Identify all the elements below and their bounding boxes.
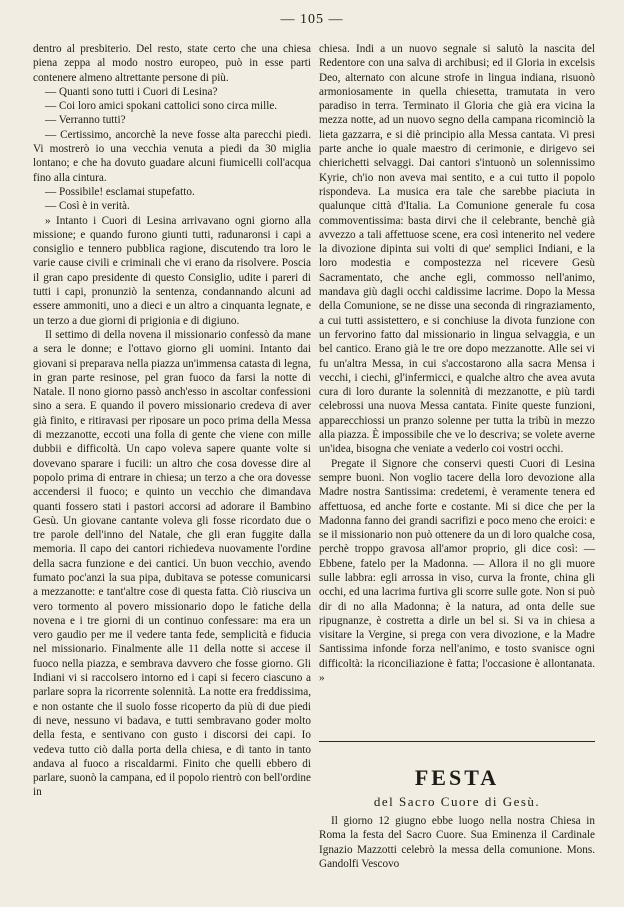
paragraph: » Intanto i Cuori di Lesina arrivavano ogni giorno alla missione; e quando furono giunti tutti, radunaronsi i capi a consiglio e tennero pubblica ragione, discutendo tra loro le varie cause civili e criminali che vi erano da risolvere. Poscia il gran capo presidente di questo Consiglio, udite i pareri di tutti i capi, pronunziò la sentenza, condannando alcuni ad essere ammoniti, uno a dieci e un altro a cinquanta legnate, e un terzo a due giorni di prigionia e di digiuno.	[33, 214, 311, 327]
dialogue-line: — Quanti sono tutti i Cuori di Lesina?	[45, 85, 218, 98]
section-title: FESTA	[414, 765, 500, 790]
dialogue-line: — Coi loro amici spokani cattolici sono circa mille.	[45, 100, 278, 113]
section-divider	[319, 741, 595, 742]
dialogue-line: — Certissimo, ancorchè la neve fosse alta parecchi piedi. Vi mostrerò io una vecchia venuta a piedi da 30 miglia lontano; e che ha dovuto guadare alcuni fiumicelli coll'acqua fino alla cintura.	[33, 128, 311, 184]
section-subtitle: del Sacro Cuore di Gesù.	[373, 794, 541, 809]
paragraph: Pregate il Signore che conservi questi Cuori di Lesina sempre buoni. Non voglio tacere della loro devozione alla Madre nostra Santissima: credetemi, è veramente tenera ed affettuosa, ed anche forte e costante. Mi si dice che per la Madonna fanno dei grandi sacrifizi e poco meno che eroici: e se il missionario non può ottenere da un di loro qualche cosa, perchè troppo gravosa all'amor proprio, gli dice così: — Ebbene, fatelo per la Madonna. — Allora il no gli muore sulle labbra: egli arrossa in viso, curva la fronte, china gli occhi, ed una lacrima furtiva gli scorre sulle gote. Non si può dir di no alla Madonna; è la natura, ad onta delle sue ripugnanze, è costretta a dirle un bel si. Si va in chiesa a visitare la Vergine, si prega con vera divozione, e la Madre Santissima infonde forza nell'animo, e tosto svanisce ogni difficoltà: la riconciliazione è fatta; l'occasione è allontanata. »	[319, 457, 595, 685]
dialogue-line: — Verranno tutti?	[45, 114, 126, 127]
dialogue-line: — Così è in verità.	[45, 200, 130, 213]
right-column	[319, 42, 595, 685]
left-column	[33, 42, 311, 800]
paragraph: dentro al presbiterio. Del resto, state certo che una chiesa piena zeppa al modo nostro europeo, può in esse parti contenere almeno altrettante persone di più.	[33, 43, 311, 84]
dialogue-line: — Possibile! esclamai stupefatto.	[45, 185, 195, 198]
festa-body	[319, 814, 595, 871]
page-number: — 105 —	[280, 12, 344, 27]
paragraph: Il settimo di della novena il missionario confessò da mane a sera le donne; e l'ottavo giorno gli uomini. Intanto dai giovani si preparava nella piazza un'immensa catasta di legna, in gran parte resinose, pel gran fuoco da farsi la notte di Natale. Il nono giorno passò anch'esso in ascoltar confessioni sino a sera. E quando il povero missionario credeva di aver già finito, e ritiravasi per riposare un poco prima della Messa di mezzanotte, eccoti una folla di gente che viene con mille dubbii e difficoltà. Un capo voleva sapere quante volte si dovevano sparare i fucili: un altro che cosa dovesse dire al popolo prima di entrare in chiesa; un terzo a che ora dovesse accendersi il fuoco; e quinto un vecchio che dimandava quanti fossero stati i pastori accorsi ad adorare il Bambino Gesù. Un giovane cantante voleva gli fosse ricordato due o tre parole dell'inno del Natale, che gli eran fuggite dalla memoria. Il capo dei cantori richiedeva nuovamente l'ordine della sacra funzione e dei cantici. Un buon vecchio, avendo fumato poc'anzi la sua pipa, dubitava se potesse comunicarsi a mezzanotte: e tant'altre cose di questa fatta. Ciò riusciva un vero tormento al povero missionario dopo le fatiche della novena e i tre giorni di un continuo confessare: ma era un vero gaudio per me il vedere tanta fede, semplicità e fiducia nel missionario. Finalmente alle 11 della notte si accese il fuoco nella piazza, e sembrava davvero che fosse giorno. Gli Indiani vi si raccolsero intorno ed i capi si fecero ciascuno a parlare sopra la ricorrente solennità. La notte era freddissima, e non ostante che il suolo fosse ricoperto da più di due piedi di neve, nessuno vi badava, e tutti sembravano goder molto della festa, e sentivano con gusto i discorsi dei capi. Io vedeva tutto ciò dalla porta della chiesa, e di tanto in tanto andava al fuoco a riscaldarmi. Finito che quelli ebbero di parlare, suonò la campana, ed il popolo rientrò con bell'ordine in	[33, 328, 311, 799]
paragraph: chiesa. Indi a un nuovo segnale si salutò la nascita del Redentore con una salva di archibusi; ed il Gloria in excelsis Deo, alternato con alcune strofe in lingua indiana, risuonò armoniosamente in quella chiesetta, tramutata in vero paradiso in terra. Terminato il Gloria che già era vicina la mezza notte, ad un nuovo segno della campana ricominciò la lieta gazzarra, e si diè principio alla Messa cantata. Vi presi parte anche io quale maestro di cerimonie, e dirigevo sei chierichetti selvaggi. Dai cantori s'intuonò un solennissimo Kyrie, ch'io non aveva mai sentito, e a cui tutto il popolo rispondeva. La musica era tale che sarebbe piaciuta in qualunque città d'Italia. La Comunione generale fu cosa commoventissima: basta dirvi che il celebrante, benchè già avvezzo a tali affettuose scene, era così intenerito nel vedere la divozione dipinta sui volti di que' semplici Indiani, e la loro modestia e compostezza nel ricevere Gesù Sacramentato, che anche egli, commosso nell'animo, mandava giù dagli occhi caldissime lacrime. Dopo la Messa della Comunione, se ne disse una seconda di ringraziamento, a cui tutti assistettero, e si conchiuse la divota funzione con un fervorino fatto dal missionario in lingua selvaggia, e un bel cantico. Erano già le tre ore dopo mezzanotte. Alle sei vi fu un'altra Messa, in cui s'accostarono alla sacra Mensa i vecchi, i ciechi, gl'infermicci, e qualche altro che avea avuta cura di loro durante la solennità di mezzanotte, e più tardi celebrossi una nuova Messa cantata. Finite queste funzioni, apparecchiossi un pranzo solenne per tutta la tribù in mezzo alla piazza. È impossibile che ve lo descriva; se volete averne un'idea, bisogna che veniate a vederlo coi vostri occhi.	[319, 43, 595, 456]
paragraph: Il giorno 12 giugno ebbe luogo nella nostra Chiesa in Roma la festa del Sacro Cuore. Sua Eminenza il Cardinale Ignazio Mazzotti celebrò la messa della comunione. Mons. Gandolfi Vescovo	[319, 815, 595, 870]
